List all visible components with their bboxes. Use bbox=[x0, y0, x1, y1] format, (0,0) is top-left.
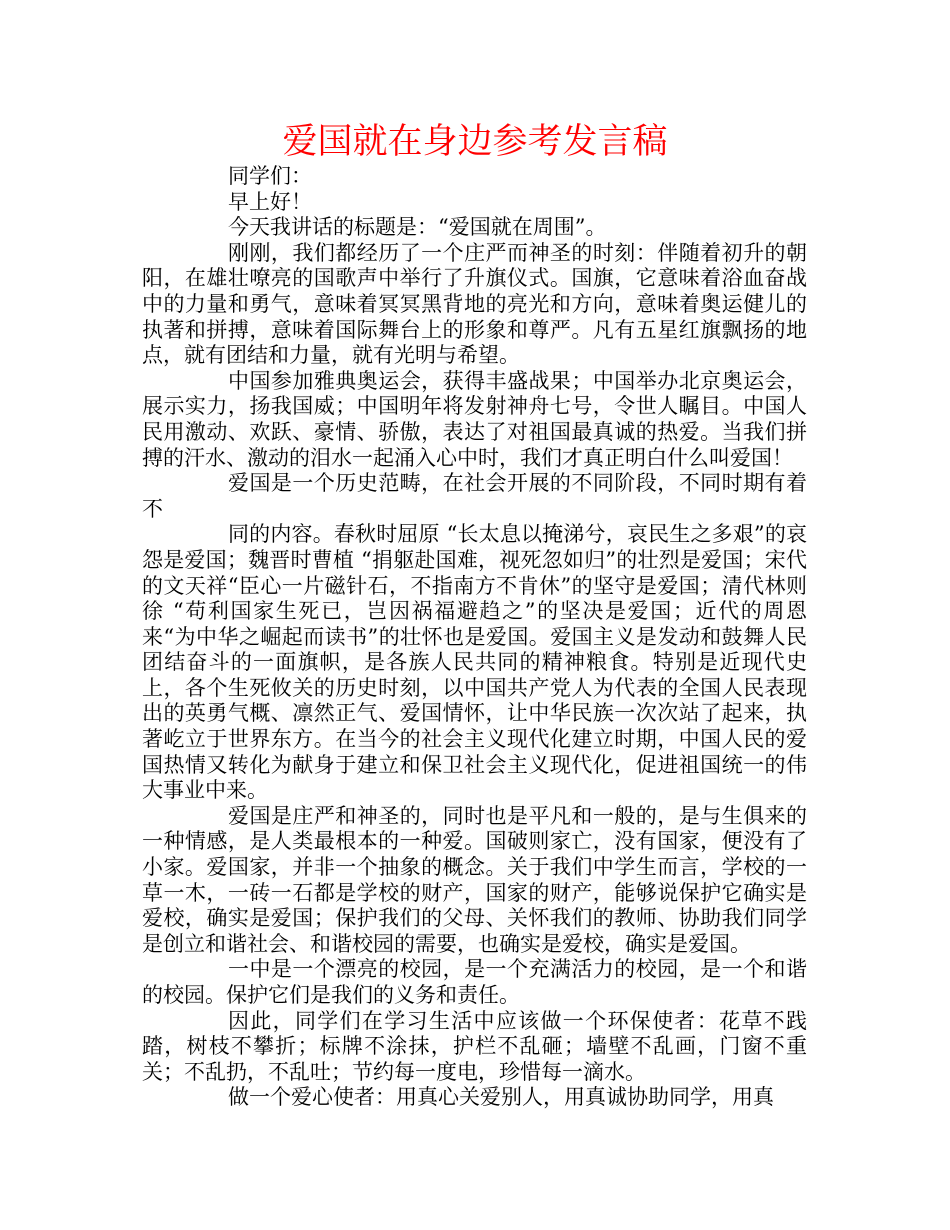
document-title: 爱国就在身边参考发言稿 bbox=[282, 122, 668, 162]
paragraph-everyday-patriotism: 爱国是庄严和神圣的，同时也是平凡和一般的，是与生俱来的一种情感，是人类最根本的一种爱。国破则家亡，没有国家，便没有了小家。爱国家，并非一个抽象的概念。关于我们中学生而言，学校的一草一木，一砖一石都是学校的财产，国家的财产，能够说保护它确实是爱校，确实是爱国；保护我们的父母、关怀我们的教师、协助我们同学是创立和谐社会、和谐校园的需要，也确实是爱校，确实是爱国。 bbox=[142, 803, 807, 956]
paragraph-history-examples: 同的内容。春秋时屈原 “长太息以掩涕兮，哀民生之多艰”的哀怨是爱国；魏晋时曹植 “捐躯赴国难，视死忽如归”的壮烈是爱国；宋代的文天祥“臣心一片磁针石，不指南方不肯休”的坚守是爱国；清代林则徐 “苟利国家生死已，岂因祸福避趋之”的坚决是爱国；近代的周恩来“为中华之崛起而读书”的壮怀也是爱国。爱国主义是发动和鼓舞人民团结奋斗的一面旗帜，是各族人民共同的精神粮食。特别是近现代史上，各个生死攸关的历史时刻，以中国共产党人为代表的全国人民表现出的英勇气概、凛然正气、爱国情怀，让中华民族一次次站了起来，执著屹立于世界东方。在当今的社会主义现代化建立时期，中国人民的爱国热情又转化为献身于建立和保卫社会主义现代化，促进祖国统一的伟大事业中来。 bbox=[142, 522, 807, 803]
document-body bbox=[142, 164, 807, 1111]
paragraph-school: 一中是一个漂亮的校园，是一个充满活力的校园，是一个和谐的校园。保护它们是我们的义务和责任。 bbox=[142, 957, 807, 1007]
paragraph-good-morning: 早上好！ bbox=[228, 189, 312, 214]
paragraph-topic: 今天我讲话的标题是：“爱国就在周围”。 bbox=[228, 215, 607, 240]
paragraph-flag-ceremony: 刚刚，我们都经历了一个庄严而神圣的时刻：伴随着初升的朝阳，在雄壮嘹亮的国歌声中举行了升旗仪式。国旗，它意味着浴血奋战中的力量和勇气，意味着冥冥黑背地的亮光和方向，意味着奥运健儿的执著和拼搏，意味着国际舞台上的形象和尊严。凡有五星红旗飘扬的地点，就有团结和力量，就有光明与希望。 bbox=[142, 240, 807, 368]
paragraph-history-intro: 爱国是一个历史范畴，在社会开展的不同阶段，不同时期有着不 bbox=[142, 471, 807, 521]
paragraph-caring: 做一个爱心使者：用真心关爱别人，用真诚协助同学，用真 bbox=[228, 1085, 774, 1110]
paragraph-greeting: 同学们： bbox=[228, 164, 312, 188]
paragraph-environment: 因此，同学们在学习生活中应该做一个环保使者：花草不践踏，树枝不攀折；标牌不涂抹，护栏不乱砸；墙壁不乱画，门窗不重关；不乱扔，不乱吐；节约每一度电，珍惜每一滴水。 bbox=[142, 1008, 807, 1084]
paragraph-olympics: 中国参加雅典奥运会，获得丰盛战果；中国举办北京奥运会，展示实力，扬我国威；中国明年将发射神舟七号，令世人瞩目。中国人民用激动、欢跃、豪情、骄傲，表达了对祖国最真诚的热爱。当我们拼搏的汗水、激动的泪水一起涌入心中时，我们才真正明白什么叫爱国！ bbox=[142, 368, 807, 470]
